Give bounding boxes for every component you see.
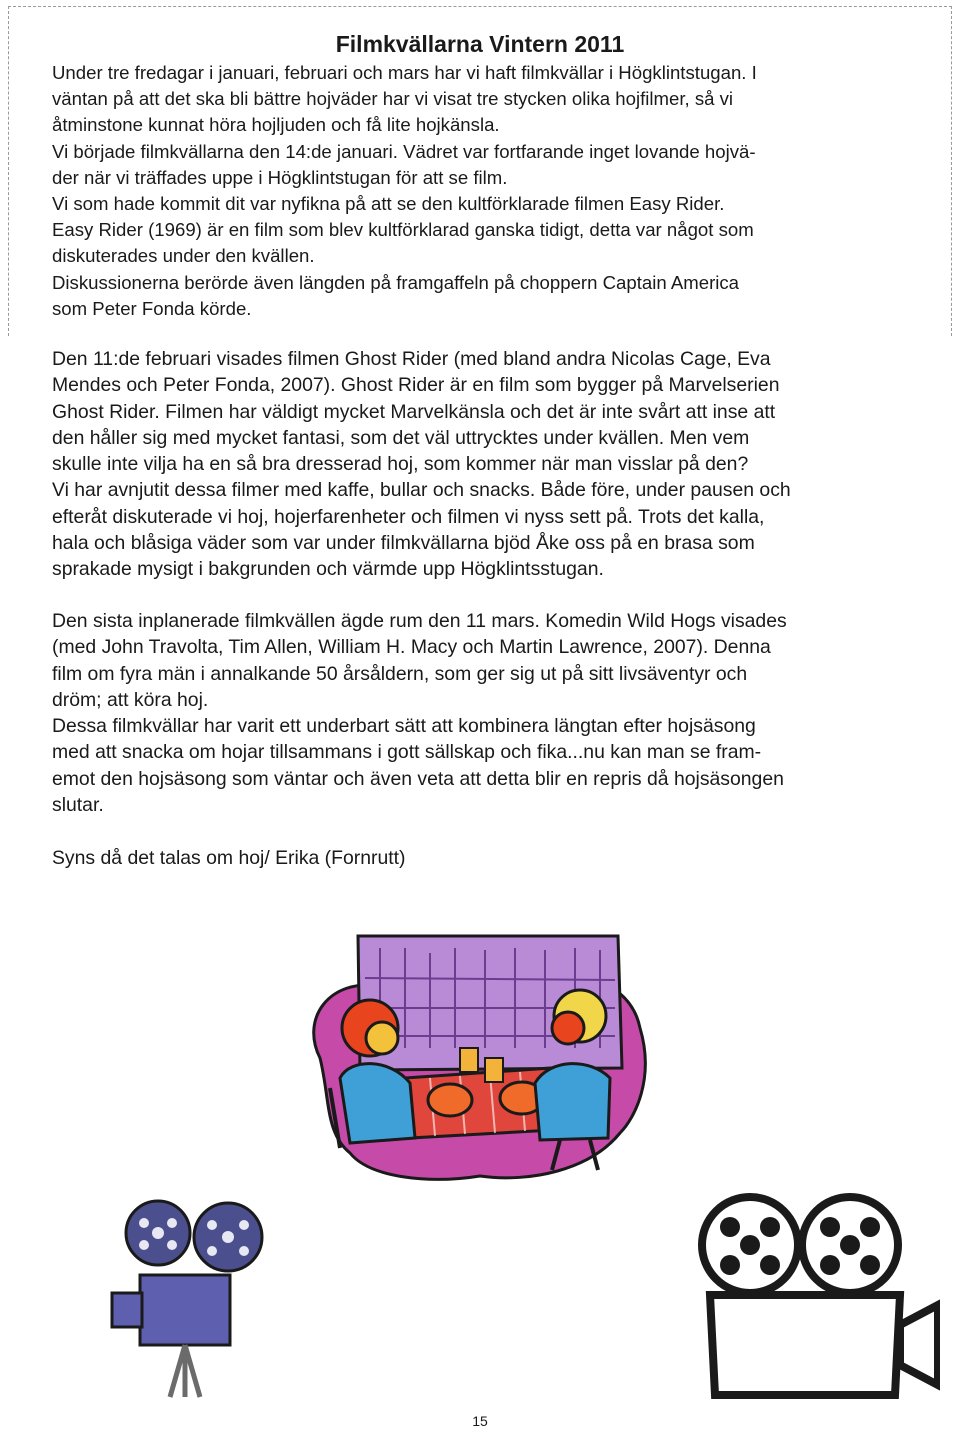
text-line: Under tre fredagar i januari, februari och mars har vi haft filmkvällar i Högklintstugan. I [52,62,757,83]
article-title: Filmkvällarna Vintern 2011 [335,31,625,57]
text-line: (med John Travolta, Tim Allen, William H. Macy och Martin Lawrence, 2007). Denna [52,636,771,659]
text-line: Vi som hade kommit dit var nyfikna på att se den kultförklarade filmen Easy Rider. [52,193,725,215]
text-line: Vi har avnjutit dessa filmer med kaffe, bullar och snacks. Både före, under pausen och [52,479,791,502]
film-projector-icon [680,1185,940,1405]
text-line: Mendes och Peter Fonda, 2007). Ghost Rider är en film som bygger på Marvelserien [52,374,780,397]
text-line: slutar. [52,794,104,817]
text-line: Easy Rider (1969) är en film som blev kultförklarad ganska tidigt, detta var något som [52,219,754,241]
text-line: Ghost Rider. Filmen har väldigt mycket Marvelkänsla och det är inte svårt att inse att [52,400,776,423]
text-line: film om fyra män i annalkande 50 årsåldern, som ger sig ut på sitt livsäventyr och [52,662,748,685]
text-line: der när vi träffades uppe i Högklintstugan för att se film. [52,166,508,188]
text-line: sprakade mysigt i bakgrunden och värmde upp Högklintsstugan. [52,558,604,581]
text-line: Vi började filmkvällarna den 14:de januari. Vädret var fortfarande inget lovande hojvä- [52,140,756,162]
text-line: hala och blåsiga väder som var under filmkvällarna bjöd Åke oss på en brasa som [52,532,755,555]
paragraph-wild-hogs [52,608,920,818]
signature: Syns då det talas om hoj/ Erika (Fornrutt) [52,847,406,869]
text-line: Den 11:de februari visades filmen Ghost Rider (med bland andra Nicolas Cage, Eva [52,348,771,370]
paragraph-easy-rider [52,60,920,322]
text-line: Den sista inplanerade filmkvällen ägde rum den 11 mars. Komedin Wild Hogs visades [52,610,787,632]
text-line: Diskussionerna berörde även längden på framgaffeln på choppern Captain America [52,271,740,293]
page-number: 15 [472,1413,488,1429]
text-line: Dessa filmkvällar har varit ett underbart sätt att kombinera längtan efter hojsäsong [52,715,756,738]
text-line: med att snacka om hojar tillsammans i gott sällskap och fika...nu kan man se fram- [52,741,762,764]
text-line: skulle inte vilja ha en så bra dresserad hoj, som kommer när man visslar på den? [52,453,749,476]
cafe-couple-illustration [290,908,670,1188]
text-line: den håller sig med mycket fantasi, som det väl uttrycktes under kvällen. Men vem [52,426,750,449]
text-line: efteråt diskuterade vi hoj, hojerfarenheter och filmen vi nyss sett på. Trots det kalla, [52,505,765,528]
text-line: väntan på att det ska bli bättre hojväder har vi visat tre stycken olika hojfilmer, så vi [52,88,734,110]
page-border-top [8,6,952,7]
text-line: som Peter Fonda körde. [52,297,252,319]
text-line: emot den hojsäsong som väntar och även veta att detta blir en repris då hojsäsongen [52,767,784,790]
text-line: dröm; att köra hoj. [52,688,209,711]
paragraph-ghost-rider [52,346,920,583]
text-line: åtminstone kunnat höra hojljuden och få lite hojkänsla. [52,114,500,136]
text-line: diskuterades under den kvällen. [52,245,315,267]
pixel-film-projector-icon [110,1185,270,1400]
